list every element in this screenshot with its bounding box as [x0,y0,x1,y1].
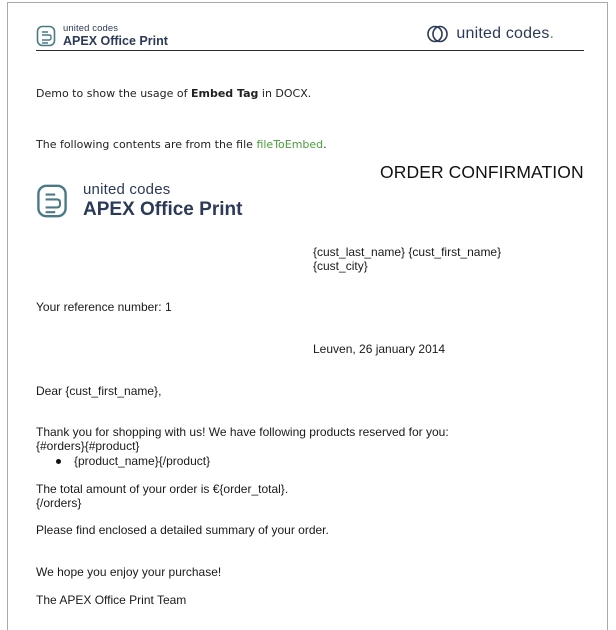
united-codes-brand [426,25,554,43]
intro-bold: Embed Tag [190,87,259,100]
intro-text [36,87,311,100]
file-link[interactable]: fileToEmbed [256,138,324,151]
total-paragraph [36,482,288,510]
thanks-paragraph [36,425,449,453]
total-line1: The total amount of your order is €{order_total}. [36,482,289,496]
total-line2: {/orders} [36,496,82,510]
intro-post: in DOCX. [258,87,312,100]
greeting: Dear {cust_first_name}, [36,384,162,398]
intro-pre: Demo to show the usage of [36,87,191,100]
thanks-line1: Thank you for shopping with us! We have following products reserved for you: [36,425,449,439]
document-stack-icon [36,25,56,47]
bullet-dot [56,459,61,464]
letter-date: Leuven, 26 january 2014 [313,342,446,356]
following-post: . [323,138,327,151]
following-pre: The following contents are from the file [36,138,257,151]
product-item-text: {product_name}{/product} [74,454,211,468]
logo-small-line1: united codes [63,23,119,34]
signature: The APEX Office Print Team [36,593,187,607]
enclosed-text: Please find enclosed a detailed summary of your order. [36,523,329,537]
aop-logo-large [36,182,242,219]
logo-large-line2: APEX Office Print [83,199,243,220]
document-stack-icon [36,183,68,219]
enjoy-text: We hope you enjoy your purchase! [36,565,222,579]
logo-small-line2: APEX Office Print [63,33,168,48]
logo-large-line1: united codes [83,181,171,198]
order-title: ORDER CONFIRMATION [380,162,584,182]
thanks-line2: {#orders}{#product} [36,439,140,453]
double-ring-icon [426,25,450,43]
address-line2: {cust_city} [313,259,368,273]
aop-logo-small [36,24,168,47]
address-line1: {cust_last_name} {cust_first_name} [313,245,502,259]
customer-address [313,245,501,273]
page-header [36,22,584,51]
following-text [36,138,327,151]
brand-dot: . [549,25,554,42]
reference-number: Your reference number: 1 [36,300,172,314]
product-list-item [56,454,210,468]
brand-name: united codes [456,25,550,42]
